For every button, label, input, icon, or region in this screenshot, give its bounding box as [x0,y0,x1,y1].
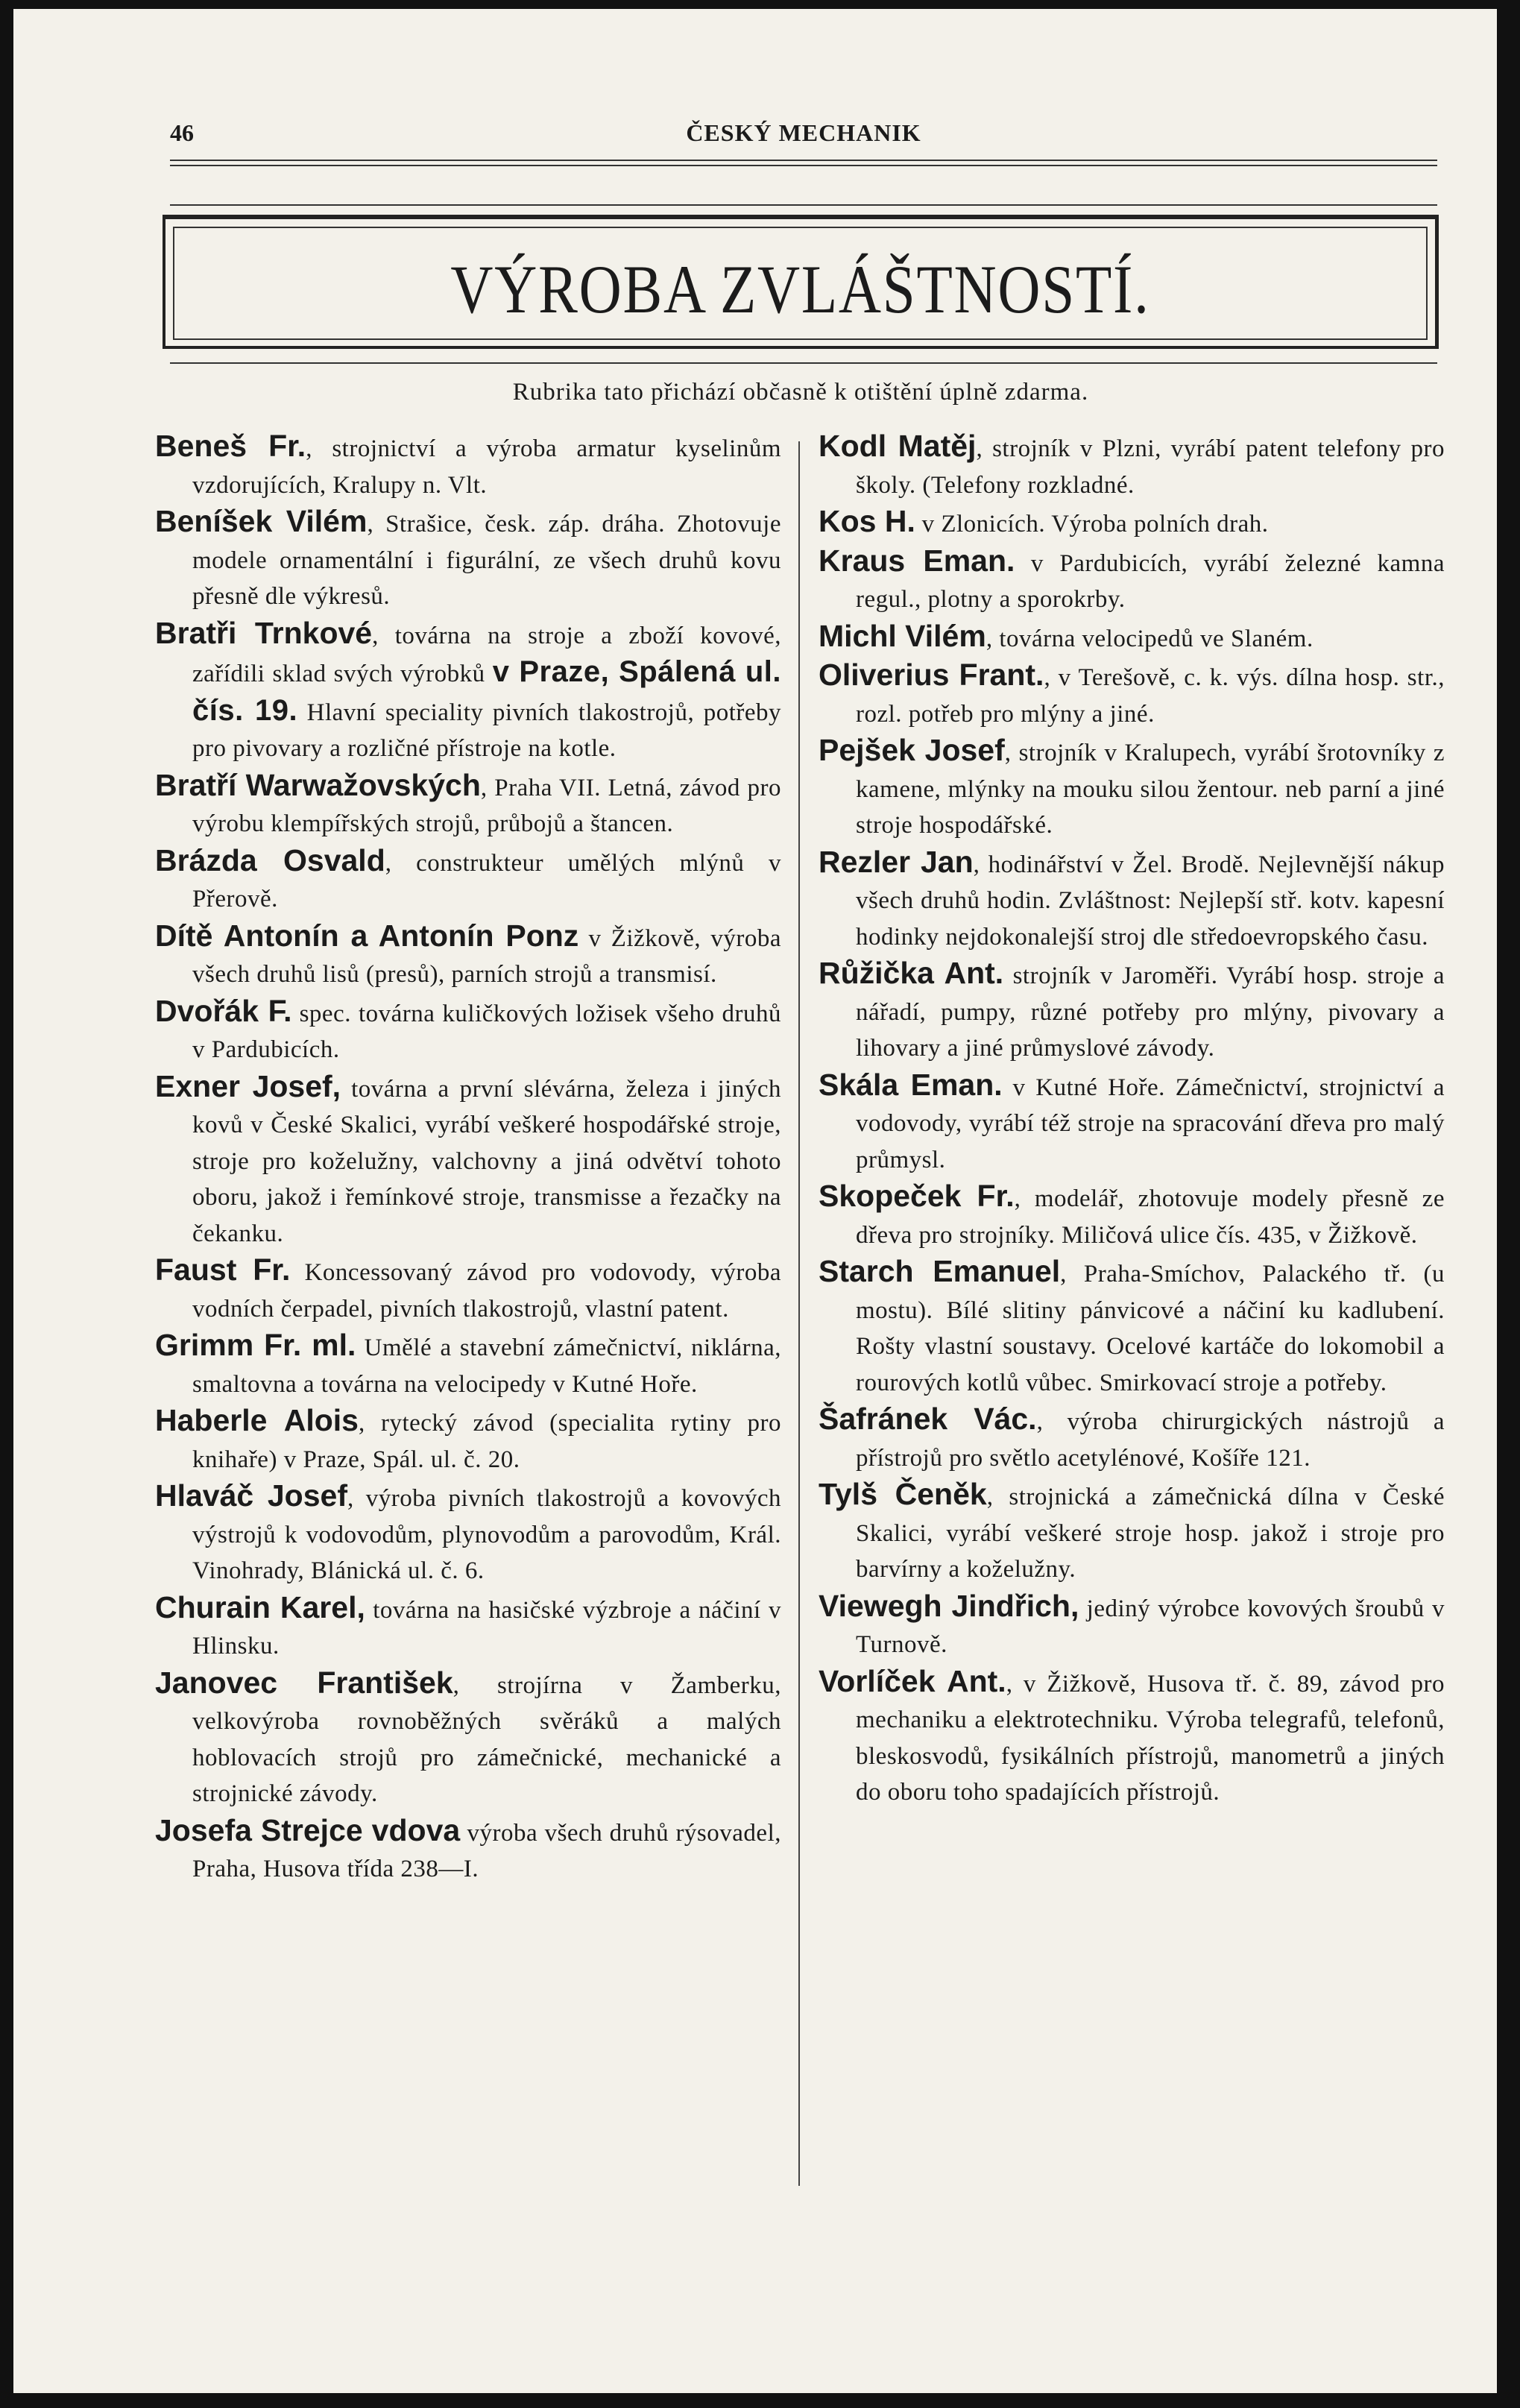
directory-entry [155,1812,781,1888]
entry-name: Bratři Trnkové [155,615,373,650]
entry-name: Růžička Ant. [819,956,1004,990]
directory-entry [155,993,781,1068]
entry-description: strojník v Jaroměři. Vyrábí hosp. stroje a nářadí, pumpy, různé potřeby pro mlýny, pivovary a lihovary a jiné průmyslové závody. [856,962,1445,1062]
entry-description: , construkteur umělých mlýnů v Přerově. [192,849,782,913]
entry-name: Pejšek Josef [819,733,1005,767]
entry-description: Umělé a stavební zámečnictví, niklárna, smaltovna a továrna na velocipedy v Kutné Hoře. [192,1334,781,1398]
directory-entry [819,657,1445,732]
entry-name: Janovec František [155,1665,453,1700]
entry-description: , rytecký závod (specialita rytiny pro knihaře) v Praze, Spál. ul. č. 20. [192,1410,782,1473]
entry-name: Haberle Alois [155,1403,359,1437]
running-title: ČESKÝ MECHANIK [686,119,921,146]
entry-name: Skopeček Fr. [819,1179,1015,1213]
entry-description: , strojnická a zámečnická dílna v České Skalici, vyrábí veškeré stroje hosp. jakož i stroje pro barvírny a koželužny. [856,1484,1445,1583]
entry-description: , Praha VII. Letná, závod pro výrobu klempířských strojů, průbojů a štancen. [192,774,781,837]
directory-entry [819,844,1445,956]
entry-description: , strojník v Plzni, vyrábí patent telefony pro školy. (Telefony rozkladné. [856,435,1445,499]
entry-name: Kodl Matěj [819,429,977,463]
entry-description: , továrna na stroje a zboží kovové, zařídili sklad svých výrobků [192,622,782,687]
entry-name: Rezler Jan [819,844,974,879]
entry-description: , v Terešově, c. k. výs. dílna hosp. str., rozl. potřeb pro mlýny a jiné. [856,664,1445,728]
entry-description: , v Žižkově, Husova tř. č. 89, závod pro mechaniku a elektrotechniku. Výroba telegrafů, telefonů, bleskosvodů, fysikálních přístrojů, manometrů a jiných do oboru toho spadajících přístrojů. [856,1670,1445,1806]
entry-name: Beníšek Vilém [155,504,368,538]
entry-name: Josefa Strejce vdova [155,1812,461,1847]
header-rule [170,160,1437,166]
directory-entry [155,1327,781,1402]
directory-entry [819,1588,1445,1663]
entry-name: Bratří Warwažovských [155,767,481,802]
directory-entry [155,1665,781,1812]
entry-name: Tylš Čeněk [819,1477,987,1511]
entry-name: Churain Karel, [155,1589,365,1624]
entry-description: v Kutné Hoře. Zámečnictví, strojnictví a vodovody, vyrábí též stroje na spracování dřeva pro malý průmysl. [856,1074,1445,1173]
directory-entry [155,503,781,615]
directory-entry [819,428,1445,503]
intro-note: Rubrika tato přichází občasně k otištění úplně zdarma. [512,379,1089,406]
entry-description: Koncessovaný závod pro vodovody, výroba vodních čerpadel, pivních tlakostrojů, vlastní patent. [192,1259,782,1323]
entry-name: Beneš Fr. [155,429,306,463]
entry-description: v Žižkově, výroba všech druhů lisů (presů), parních strojů a transmisí. [192,924,781,988]
directory-entry [155,1589,781,1665]
directory-entry [819,1401,1445,1476]
left-column [155,428,781,1888]
section-title: VÝROBA ZVLÁŠTNOSTÍ. [450,251,1150,327]
directory-entry [819,955,1445,1067]
scanned-page [13,9,1497,2393]
entry-description: , výroba pivních tlakostrojů a kovových výstrojů k vodovodům, plynovodům a parovodům, Král. Vinohrady, Blánická ul. č. 6. [192,1485,781,1584]
page-number: 46 [170,119,194,146]
entry-description: v Pardubicích, vyrábí železné kamna regul., plotny a sporokrby. [856,549,1445,613]
title-bottom-rule [170,362,1437,364]
entry-description: , výroba chirurgických nástrojů a přístrojů pro světlo acetylénové, Košíře 121. [856,1408,1445,1472]
entry-description: jediný výrobce kovových šroubů v Turnově. [856,1595,1445,1658]
running-head [170,119,1437,157]
entry-address-emphasis: v Praze, Spálená ul. čís. 19. [192,655,782,727]
entry-name: Exner Josef, [155,1068,341,1103]
entry-name: Oliverius Frant. [819,658,1044,692]
directory-entry [155,615,781,767]
directory-entry [155,428,781,503]
directory-entry [155,1252,781,1327]
entry-description: , strojnictví a výroba armatur kyselinům vzdorujících, Kralupy n. Vlt. [192,435,781,499]
entry-name: Šafránek Vác. [819,1402,1037,1436]
directory-entry [819,1663,1445,1811]
entry-description-continued: Hlavní speciality pivních tlakostrojů, potřeby pro pivovary a rozličné přístroje na kotle. [192,699,782,762]
entry-description: výroba všech druhů rýsovadel, Praha, Husova třída 238—I. [192,1819,781,1882]
title-top-rule [170,204,1437,206]
section-title-box [163,215,1439,349]
entry-name: Faust Fr. [155,1252,291,1287]
directory-entry [819,1253,1445,1401]
directory-entry [155,918,781,993]
directory-entry [819,1067,1445,1179]
entry-name: Michl Vilém [819,618,986,653]
entry-description: spec. továrna kuličkových ložisek všeho druhů v Pardubicích. [192,1000,781,1063]
entry-description: továrna na hasičské výzbroje a náčiní v Hlinsku. [192,1596,782,1660]
directory-entry [155,1478,781,1589]
entry-name: Kraus Eman. [819,543,1015,578]
entry-name: Hlaváč Josef [155,1478,347,1513]
directory-entry [155,1068,781,1252]
entry-description: , Praha-Smíchov, Palackého tř. (u mostu). Bílé slitiny pánvicové a náčiní ku kadlubení. Rošty vlastní soustavy. Ocelové kartáče do lokomobil a rourových kotlů vůbec. Smirkovací stroje a potřeby. [856,1261,1445,1396]
directory-entry [819,543,1445,618]
directory-entry [155,767,781,842]
directory-entry [155,1402,781,1478]
column-divider [798,441,800,2186]
entry-name: Brázda Osvald [155,842,385,877]
entry-description: , továrna velocipedů ve Slaném. [986,625,1314,652]
directory-entry [819,503,1445,543]
right-column [819,428,1445,1811]
entry-name: Dvořák F. [155,993,292,1028]
entry-name: Starch Emanuel [819,1254,1061,1288]
entry-description: v Zlonicích. Výroba polních drah. [915,511,1269,538]
entry-name: Vorlíček Ant. [819,1663,1006,1698]
entry-description: , modelář, zhotovuje modely přesně ze dřeva pro strojníky. Miličová ulice čís. 435, v Žižkově. [856,1185,1445,1249]
directory-entry [819,1178,1445,1253]
entry-name: Viewegh Jindřich, [819,1588,1079,1623]
entry-description: , hodinářství v Žel. Brodě. Nejlevnější nákup všech druhů hodin. Zvláštnost: Nejlepší stř. kotv. kapesní hodinky nejdokonalejší stroj dle středoevropského času. [856,851,1445,951]
directory-entry [155,842,781,918]
entry-name: Grimm Fr. ml. [155,1328,356,1362]
entry-name: Skála Eman. [819,1067,1003,1102]
directory-entry [819,618,1445,658]
entry-name: Kos H. [819,504,915,538]
entry-description: továrna a první slévárna, železa i jiných kovů v České Skalici, vyrábí veškeré hospodářské stroje, stroje pro koželužny, valchovny a jiná odvětví tohoto oboru, jakož i řemínkové stroje, transmisse a řezačky na čekanku. [192,1075,781,1247]
entry-description: , strojník v Kralupech, vyrábí šrotovníky z kamene, mlýnky na mouku silou žentour. neb parní a jiné stroje hospodářské. [856,740,1445,839]
directory-entry [819,1476,1445,1588]
entry-description: , Strašice, česk. záp. dráha. Zhotovuje modele ornamentální i figurální, ze všech druhů kovu přesně dle výkresů. [192,511,781,610]
entry-description: , strojírna v Žamberku, velkovýroba rovnoběžných svěráků a malých hoblovacích strojů pro zámečnické, mechanické a strojnické závody. [192,1671,781,1807]
entry-name: Dítě Antonín a Antonín Ponz [155,918,579,953]
directory-entry [819,732,1445,844]
